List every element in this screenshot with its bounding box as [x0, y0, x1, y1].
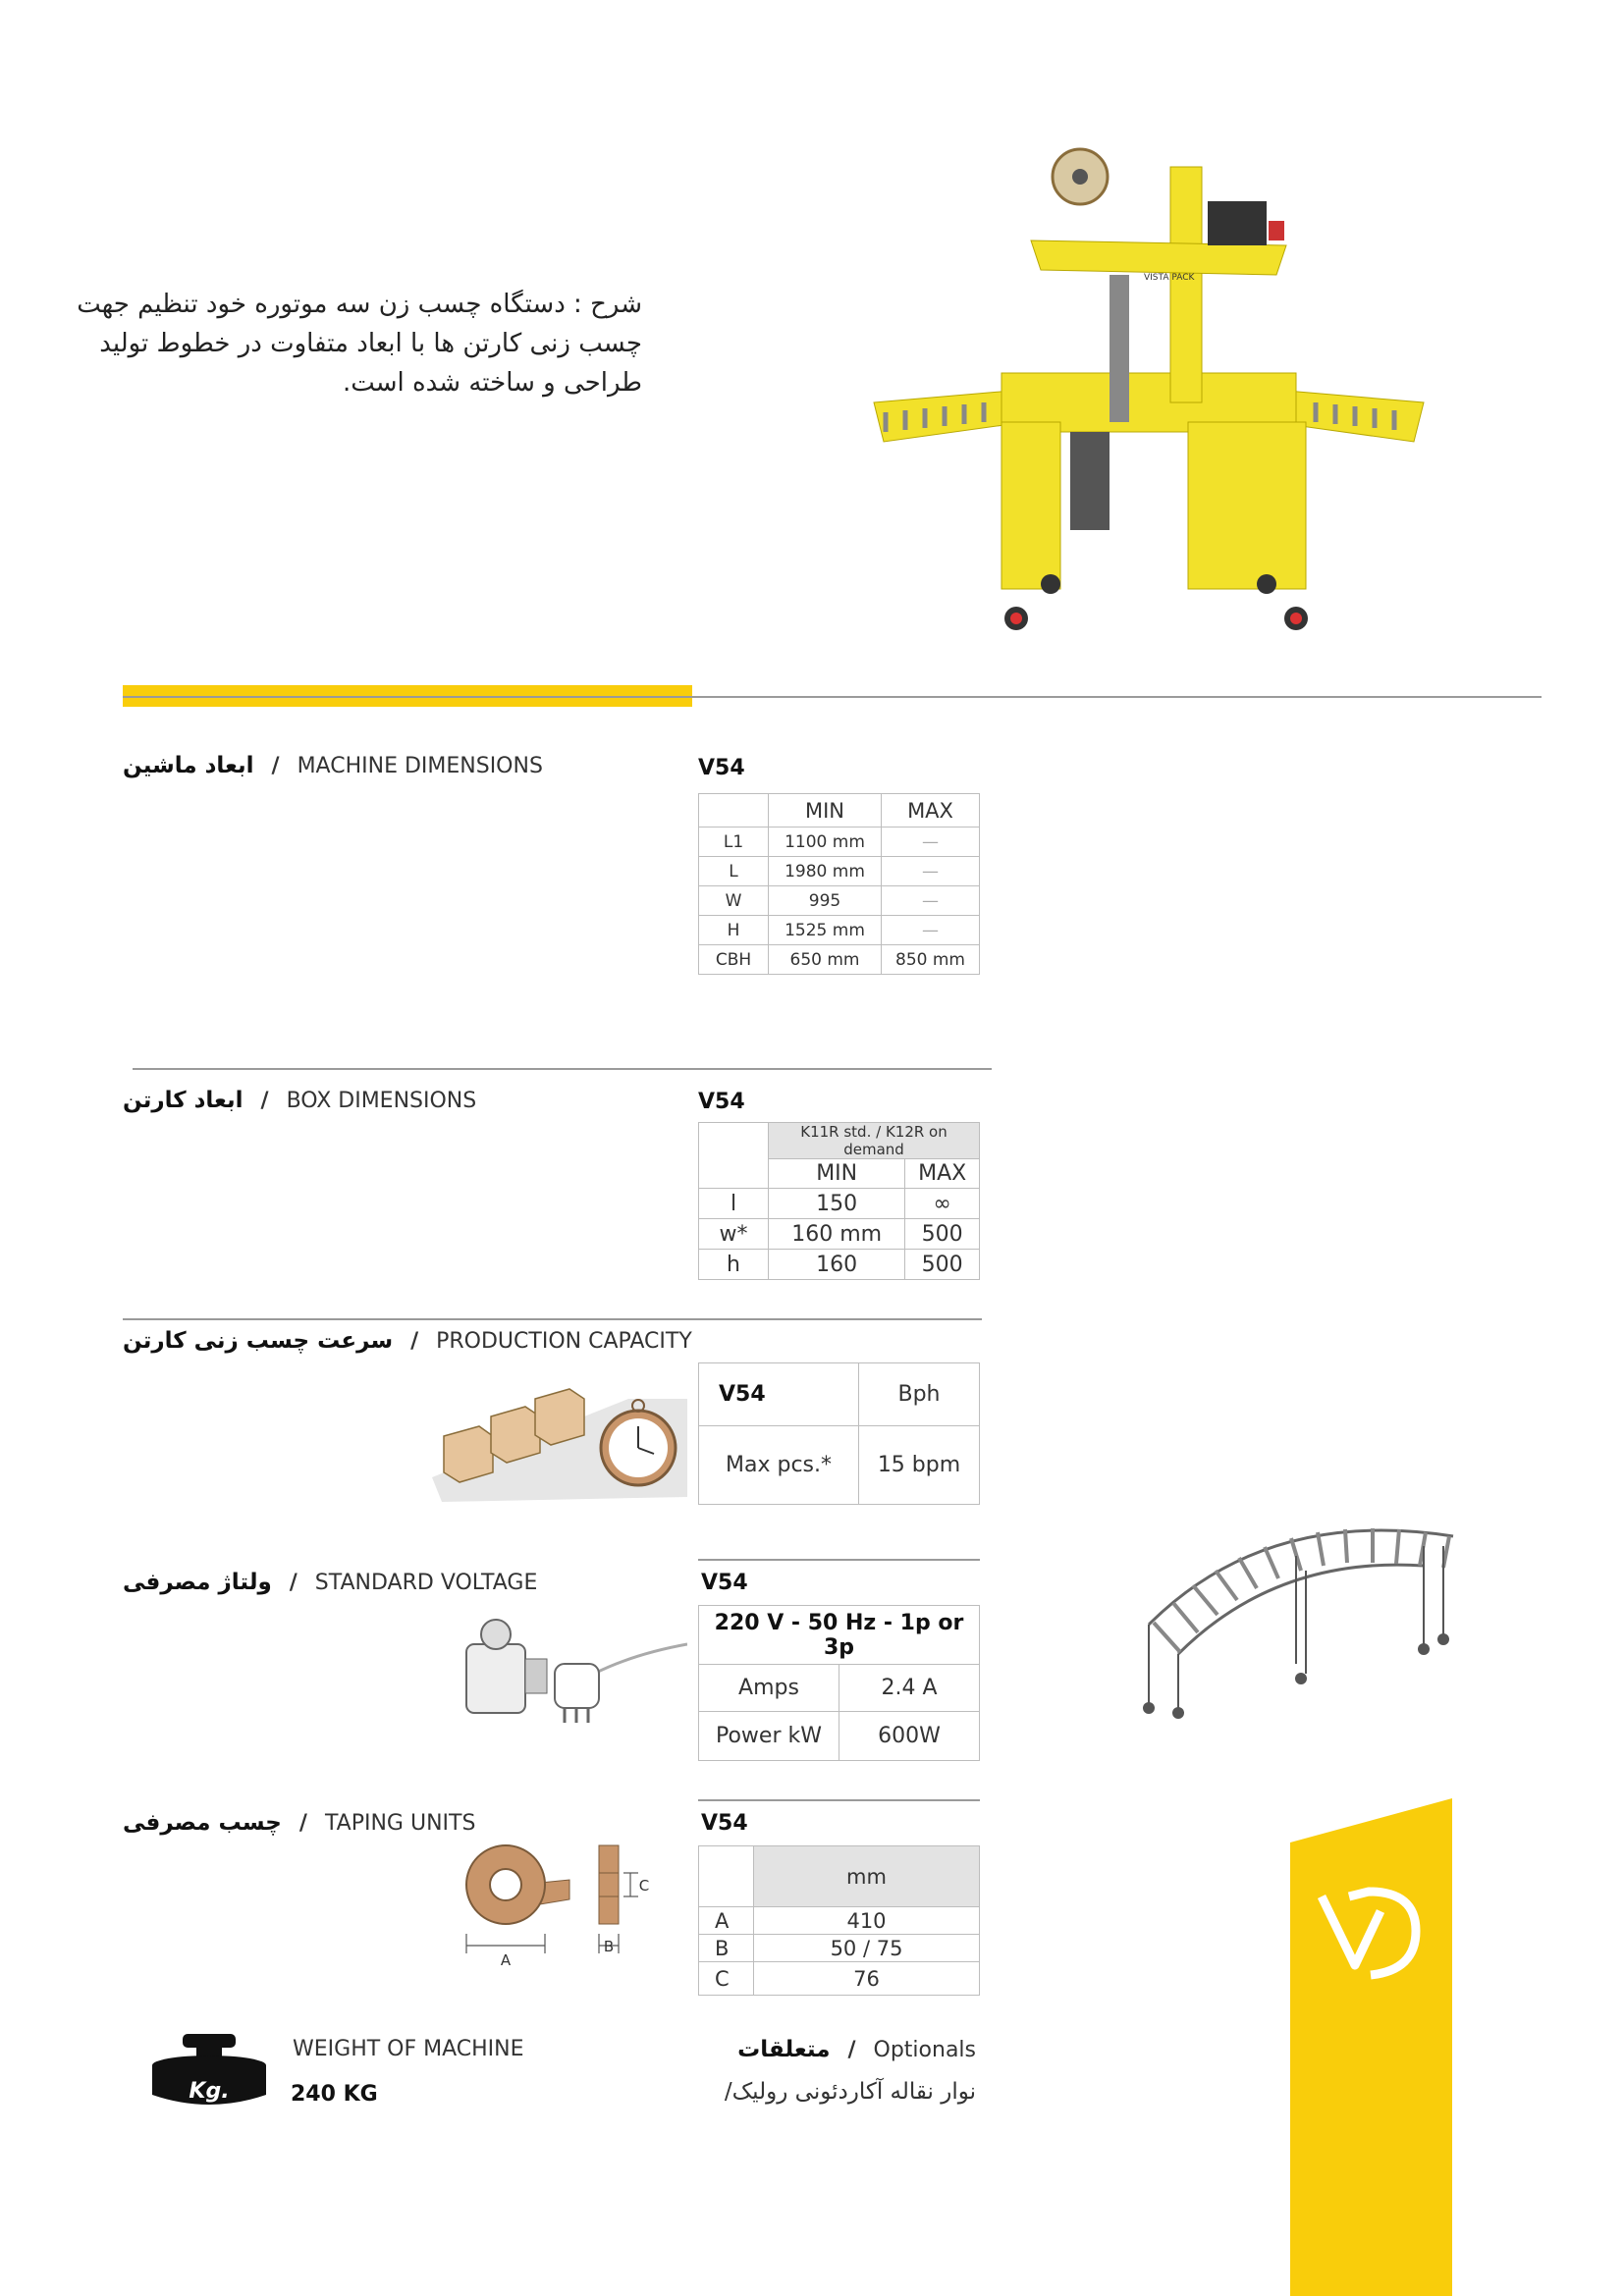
taping-units-model: V54: [701, 1811, 748, 1836]
machine-dimensions-heading: ابعاد ماشین / MACHINE DIMENSIONS: [123, 753, 543, 778]
dim-label-c: C: [638, 1877, 650, 1895]
weight-icon-label: Kg.: [189, 2079, 230, 2104]
table-row: Max pcs.* 15 bpm: [699, 1426, 980, 1505]
table-row: L 1980 mm —: [699, 857, 980, 886]
production-capacity-heading: سرعت چسب زنی کارتن / PRODUCTION CAPACITY: [123, 1328, 692, 1354]
col-min: MIN: [769, 794, 882, 828]
box-note: K11R std. / K12R on demand: [769, 1123, 980, 1159]
top-divider: [123, 696, 1542, 698]
divider: [698, 1799, 980, 1801]
taping-units-title-fa: چسب مصرفی: [123, 1810, 282, 1836]
tape-roll-diagram: [461, 1836, 658, 1973]
table-row: B 50 / 75: [699, 1935, 980, 1962]
production-capacity-table: V54 Bph Max pcs.* 15 bpm: [698, 1362, 980, 1505]
dim-label-a: A: [500, 1951, 512, 1969]
boxes-clock-icon: [432, 1360, 687, 1502]
standard-voltage-title-fa: ولتاژ مصرفی: [123, 1570, 272, 1595]
production-capacity-title-fa: سرعت چسب زنی کارتن: [123, 1328, 394, 1354]
table-row: l 150 ∞: [699, 1189, 980, 1219]
machine-dimensions-title-fa: ابعاد ماشین: [123, 753, 254, 778]
divider: [133, 1068, 992, 1070]
optionals-title-fa: متعلقات: [737, 2037, 831, 2062]
standard-voltage-model: V54: [701, 1571, 748, 1595]
machine-dimensions-table: [698, 793, 980, 975]
motor-plug-icon: [457, 1615, 687, 1728]
standard-voltage-heading: ولتاژ مصرفی / STANDARD VOLTAGE: [123, 1570, 538, 1595]
box-dimensions-model: V54: [698, 1090, 745, 1114]
divider: [698, 1559, 980, 1561]
box-dimensions-title-fa: ابعاد کارتن: [123, 1088, 244, 1113]
case-sealer-machine-image: [864, 137, 1434, 648]
divider: [123, 1318, 982, 1320]
optionals-item: نوار نقاله آکاردئونی رولیک/: [724, 2079, 976, 2105]
table-row: C 76: [699, 1962, 980, 1996]
optionals-title-en: Optionals: [873, 2038, 976, 2062]
description-text: شرح : دستگاه چسب زن سه موتوره خود تنظیم جهت چسب زنی کارتن ها با ابعاد متفاوت در خطوط تولید طراحی و ساخته شده است.: [77, 290, 642, 398]
standard-voltage-title-en: STANDARD VOLTAGE: [314, 1571, 538, 1595]
weight-value: 240 KG: [291, 2082, 378, 2107]
table-row: Amps 2.4 A: [699, 1665, 980, 1712]
weight-icon: [145, 2034, 273, 2112]
table-row: h 160 500: [699, 1250, 980, 1280]
table-row: L1 1100 mm —: [699, 828, 980, 857]
weight-title: WEIGHT OF MACHINE: [293, 2037, 524, 2061]
brand-corner-panel: [1290, 1798, 1467, 2296]
accordion-conveyor-image: [1129, 1517, 1468, 1723]
box-dimensions-heading: ابعاد کارتن / BOX DIMENSIONS: [123, 1088, 477, 1113]
optionals-heading: متعلقات / Optionals: [737, 2037, 976, 2062]
taping-units-heading: چسب مصرفی / TAPING UNITS: [123, 1810, 476, 1836]
machine-dimensions-model: V54: [698, 756, 745, 780]
col-max: MAX: [882, 794, 980, 828]
production-capacity-title-en: PRODUCTION CAPACITY: [436, 1329, 692, 1354]
machine-logo-text: VISTA PACK: [1144, 273, 1195, 283]
taping-units-title-en: TAPING UNITS: [324, 1811, 476, 1836]
dim-label-b: B: [603, 1938, 615, 1955]
standard-voltage-table: 220 V - 50 Hz - 1p or 3p Amps 2.4 A Power kW 600W: [698, 1605, 980, 1761]
table-row: A 410: [699, 1907, 980, 1935]
table-row: W 995 —: [699, 886, 980, 916]
machine-dimensions-title-en: MACHINE DIMENSIONS: [297, 754, 543, 778]
box-dimensions-title-en: BOX DIMENSIONS: [286, 1089, 477, 1113]
taping-units-table: mm A 410 B 50 / 75 C 76: [698, 1845, 980, 1996]
table-row: w* 160 mm 500: [699, 1219, 980, 1250]
box-dimensions-table: K11R std. / K12R on demand MIN MAX l 150 ∞ w* 160 mm 500 h 160 500: [698, 1122, 980, 1280]
table-row: CBH 650 mm 850 mm: [699, 945, 980, 975]
table-row: H 1525 mm —: [699, 916, 980, 945]
table-row: Power kW 600W: [699, 1712, 980, 1761]
